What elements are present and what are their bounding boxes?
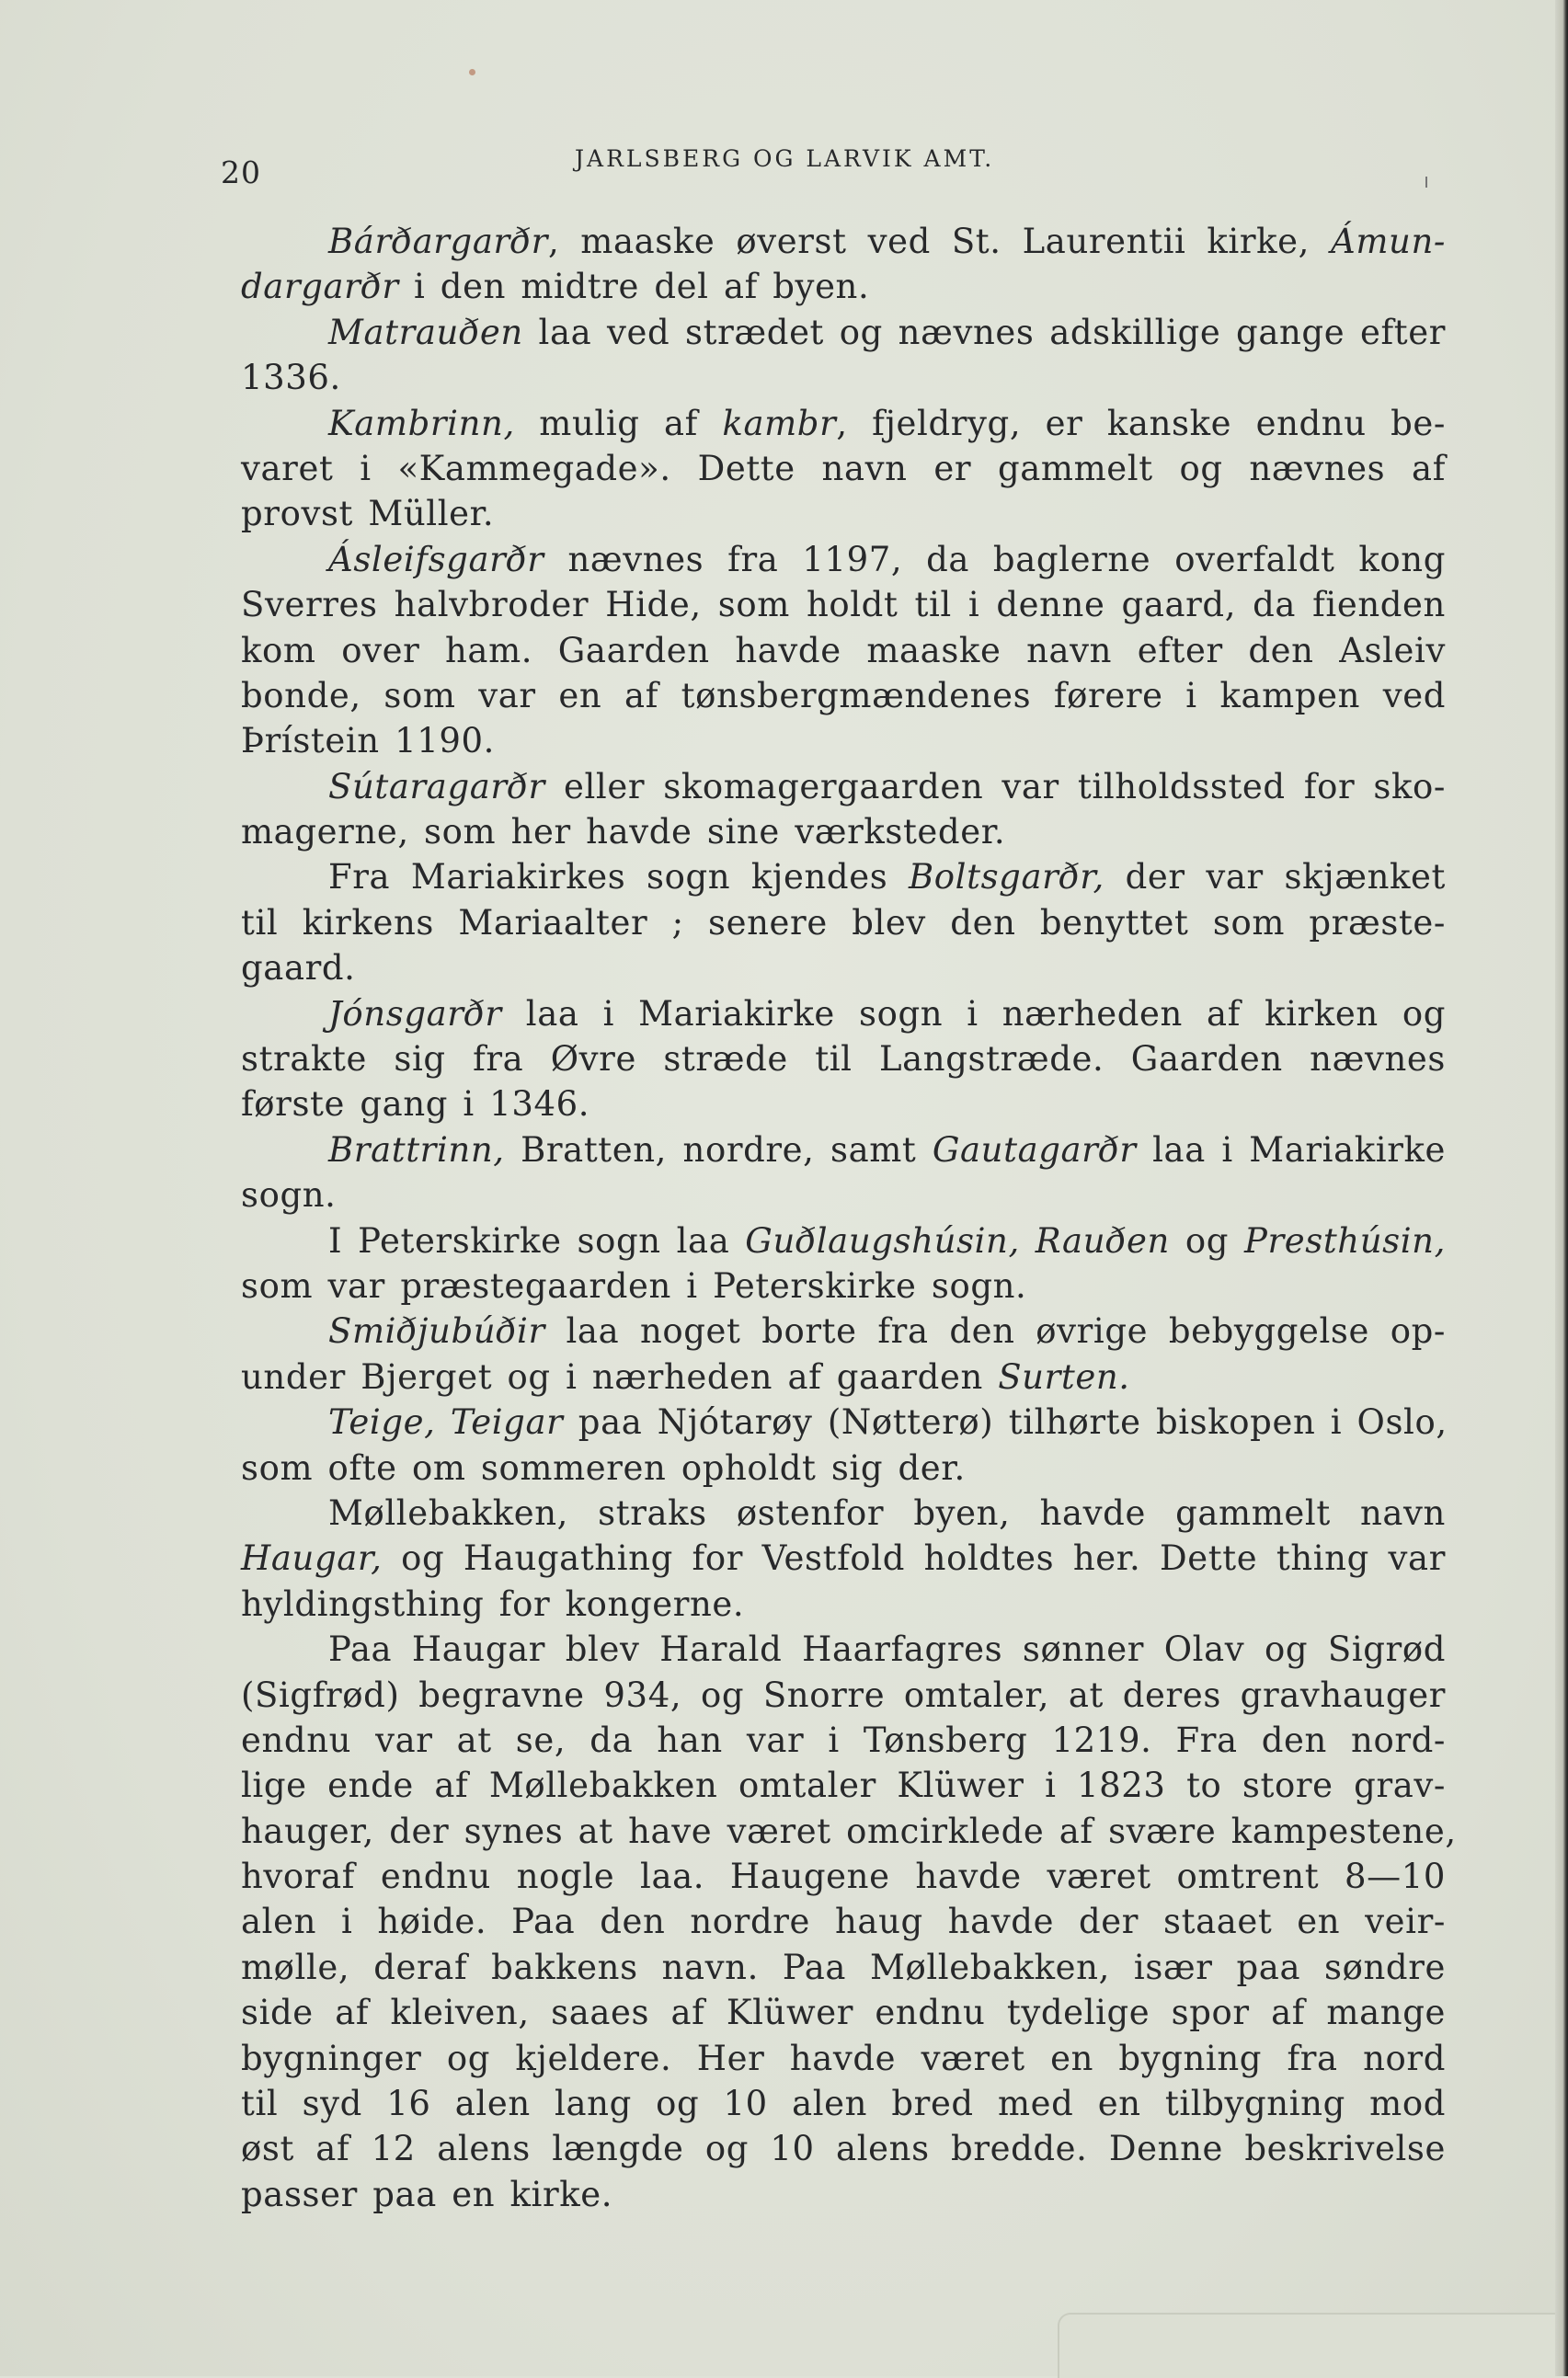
text-run: hyldingsthing for kongerne. xyxy=(241,1583,745,1624)
text-run xyxy=(1020,1221,1036,1261)
text-line xyxy=(241,1446,1446,1491)
text-run: strakte sig fra Øvre stræde til Langstræde. Gaarden nævnes xyxy=(241,1039,1446,1080)
italic-term: Guðlaugshúsin, xyxy=(745,1220,1020,1261)
italic-term: kambr xyxy=(722,403,837,443)
text-line xyxy=(241,1036,1446,1081)
text-line xyxy=(241,718,1446,763)
page-header xyxy=(221,145,1453,191)
text-line xyxy=(241,991,1446,1036)
italic-term: Kambrinn, xyxy=(328,403,515,443)
italic-term: Jónsgarðr xyxy=(328,993,502,1034)
text-run: gaard. xyxy=(241,948,356,989)
text-run: mølle, deraf bakkens navn. Paa Møllebakken, især paa søndre xyxy=(241,1947,1446,1987)
italic-term: Rauðen xyxy=(1035,1220,1170,1261)
text-run: sogn. xyxy=(241,1175,337,1216)
text-line xyxy=(241,628,1446,673)
text-line xyxy=(241,582,1446,627)
body-text xyxy=(241,219,1457,2217)
text-run: kom over ham. Gaarden havde maaske navn efter den Asleiv xyxy=(241,630,1446,670)
text-line xyxy=(241,537,1446,582)
text-run: i den midtre del af byen. xyxy=(398,267,870,307)
text-run: passer paa en kirke. xyxy=(241,2174,613,2214)
text-run: paa Njótarøy (Nøtterø) tilhørte biskopen i Oslo, xyxy=(563,1402,1448,1443)
text-run: endnu var at se, da han var i Tønsberg 1219. Fra den nord- xyxy=(241,1720,1446,1760)
page-number: 20 xyxy=(221,154,261,190)
text-line xyxy=(241,2126,1446,2171)
text-line xyxy=(241,1263,1446,1309)
print-mark xyxy=(1425,177,1427,188)
text-line xyxy=(241,1081,1446,1126)
text-run: eller skomagergaarden var tilholdssted for sko- xyxy=(544,766,1446,806)
text-run: bygninger og kjeldere. Her havde været en bygning fra nord xyxy=(241,2038,1446,2078)
text-line xyxy=(241,355,1446,400)
ink-speck xyxy=(469,69,475,75)
text-run: hvoraf endnu nogle laa. Haugene havde været omtrent 8—10 xyxy=(241,1857,1446,1897)
text-run: Fra Mariakirkes sogn kjendes xyxy=(328,857,910,897)
text-run: laa ved strædet og nævnes adskillige gange efter xyxy=(522,312,1446,352)
text-line xyxy=(241,809,1446,854)
text-run: varet i «Kammegade». Dette navn er gammelt og nævnes af xyxy=(241,448,1446,488)
page-corner-fold xyxy=(1058,2313,1568,2378)
text-run: til kirkens Mariaalter ; senere blev den benyttet som præste- xyxy=(241,902,1446,943)
text-line xyxy=(241,1491,1446,1536)
text-line xyxy=(241,1172,1446,1218)
text-run: side af kleiven, saaes af Klüwer endnu tydelige spor af mange xyxy=(241,1993,1446,2033)
text-run: og Haugathing for Vestfold holdtes her. Dette thing var xyxy=(382,1538,1446,1579)
text-run: (Sigfrød) begravne 934, og Snorre omtaler, at deres gravhauger xyxy=(241,1675,1446,1715)
text-line xyxy=(241,854,1446,899)
text-run: nævnes fra 1197, da baglerne overfaldt kong xyxy=(544,539,1446,579)
text-run: der var skjænket xyxy=(1104,857,1447,897)
text-line xyxy=(241,1218,1446,1263)
italic-term: Smiðjubúðir xyxy=(328,1311,545,1352)
running-head: JARLSBERG OG LARVIK AMT. xyxy=(575,145,995,172)
text-line xyxy=(241,264,1446,309)
italic-term: Ámun- xyxy=(1331,222,1446,261)
text-line xyxy=(241,2172,1446,2217)
italic-term: Brattrinn, xyxy=(328,1129,505,1170)
text-line xyxy=(241,1718,1446,1763)
text-run: provst Müller. xyxy=(241,494,495,534)
text-line xyxy=(241,1627,1446,1672)
text-run: Sverres halvbroder Hide, som holdt til i denne gaard, da fienden xyxy=(241,585,1446,625)
text-run: laa noget borte fra den øvrige bebyggelse op- xyxy=(544,1311,1446,1352)
text-line xyxy=(241,401,1446,446)
text-line xyxy=(241,1582,1446,1627)
text-line xyxy=(241,1536,1446,1581)
text-run: , fjeldryg, er kanske endnu be- xyxy=(836,403,1446,443)
italic-term: Surten. xyxy=(998,1356,1130,1397)
italic-term: Teige, Teigar xyxy=(328,1402,564,1443)
text-run: som var præstegaarden i Peterskirke sogn. xyxy=(241,1265,1027,1306)
text-run: laa i Mariakirke xyxy=(1136,1129,1446,1170)
text-run: øst af 12 alens længde og 10 alens bredde. Denne beskrivelse xyxy=(241,2129,1446,2169)
text-run: magerne, som her havde sine værksteder. xyxy=(241,812,1006,852)
text-line xyxy=(241,945,1446,990)
text-line xyxy=(241,219,1446,264)
text-line xyxy=(241,1400,1446,1445)
text-run: I Peterskirke sogn laa xyxy=(328,1220,746,1261)
text-run: mulig af xyxy=(514,403,723,443)
text-run: lige ende af Møllebakken omtaler Klüwer i 1823 to store grav- xyxy=(241,1766,1446,1806)
text-run: og xyxy=(1169,1220,1244,1261)
text-line xyxy=(241,1854,1446,1899)
text-line xyxy=(241,900,1446,945)
text-run: Þrístein 1190. xyxy=(241,721,496,761)
text-run: under Bjerget og i nærheden af gaarden xyxy=(241,1356,999,1397)
italic-term: Presthúsin, xyxy=(1243,1220,1446,1261)
text-line xyxy=(241,673,1446,718)
text-run: bonde, som var en af tønsbergmændenes førere i kampen ved xyxy=(241,675,1446,715)
text-line xyxy=(241,491,1446,536)
text-run: Bratten, nordre, samt xyxy=(504,1129,933,1170)
text-line xyxy=(241,1673,1446,1718)
text-line xyxy=(241,1309,1446,1354)
italic-term: Boltsgarðr, xyxy=(909,857,1104,897)
text-line xyxy=(241,1899,1446,1944)
italic-term: Haugar, xyxy=(241,1538,383,1579)
text-line xyxy=(241,446,1446,491)
text-line xyxy=(241,764,1446,809)
italic-term: Gautagarðr xyxy=(932,1129,1137,1170)
italic-term: dargarðr xyxy=(241,267,399,307)
text-line xyxy=(241,1809,1457,1854)
italic-term: Matrauðen xyxy=(328,312,523,352)
text-run: Møllebakken, straks østenfor byen, havde gammelt navn xyxy=(328,1492,1446,1533)
text-run: alen i høide. Paa den nordre haug havde der staaet en veir- xyxy=(241,1902,1446,1942)
page-edge-shadow xyxy=(1555,0,1568,2376)
italic-term: Sútaragarðr xyxy=(328,766,545,806)
text-run: laa i Mariakirke sogn i nærheden af kirken og xyxy=(501,993,1446,1034)
text-line xyxy=(241,310,1446,355)
text-run: Paa Haugar blev Harald Haarfagres sønner Olav og Sigrød xyxy=(328,1629,1446,1670)
italic-term: Bárðargarðr xyxy=(328,222,548,261)
text-line xyxy=(241,1127,1446,1172)
text-line xyxy=(241,2081,1446,2126)
text-line xyxy=(241,1763,1446,1808)
italic-term: Ásleifsgarðr xyxy=(328,539,544,579)
text-run: første gang i 1346. xyxy=(241,1084,590,1125)
text-run: hauger, der synes at have været omcirklede af svære kampestene, xyxy=(241,1811,1457,1851)
text-run: som ofte om sommeren opholdt sig der. xyxy=(241,1447,966,1488)
text-line xyxy=(241,1355,1446,1400)
text-line xyxy=(241,2036,1446,2081)
text-run: 1336. xyxy=(241,358,341,398)
text-run: til syd 16 alen lang og 10 alen bred med en tilbygning mod xyxy=(241,2084,1446,2124)
text-run: , maaske øverst ved St. Laurentii kirke, xyxy=(547,222,1332,261)
text-line xyxy=(241,1990,1446,2035)
text-line xyxy=(241,1945,1446,1990)
